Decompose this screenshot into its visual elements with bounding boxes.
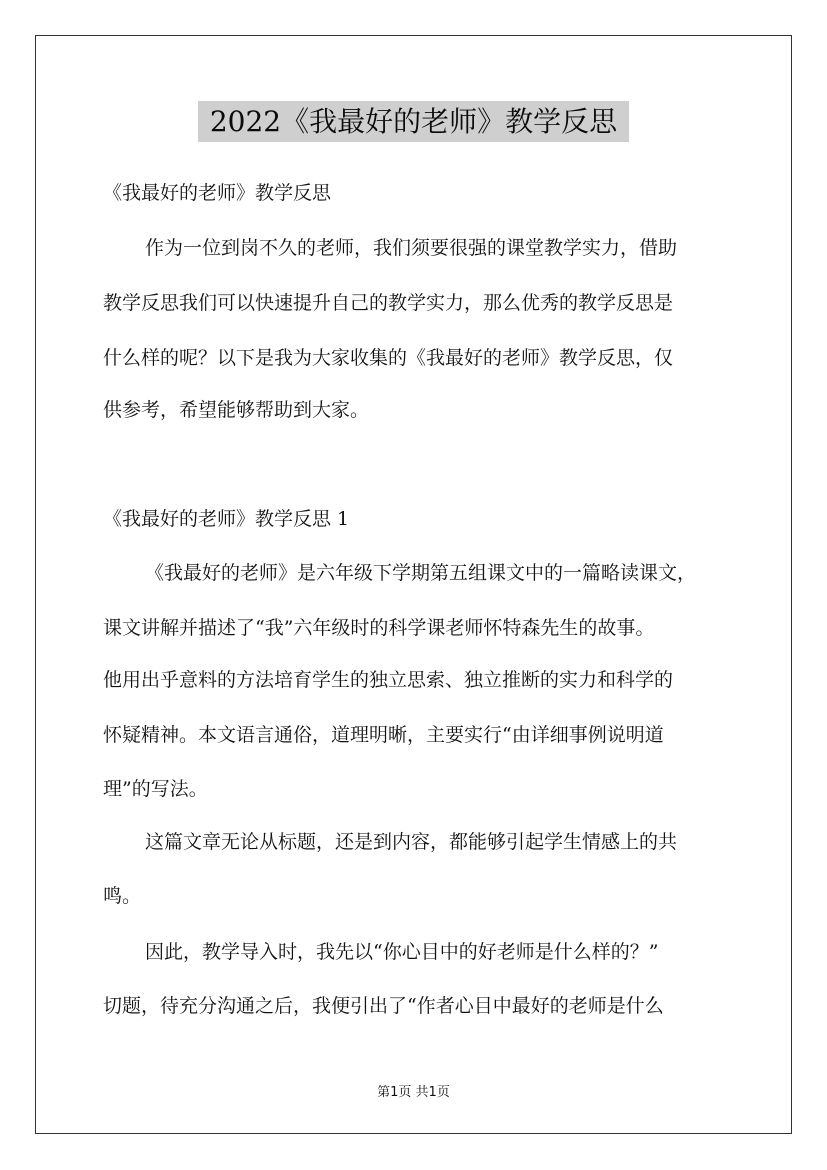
document-title: 2022《我最好的老师》教学反思 [198,101,629,142]
section-heading: 《我最好的老师》教学反思 1 [103,508,350,530]
page-footer: 第1页 共1页 [377,1085,450,1100]
paragraph-line: 理”的写法。 [103,778,208,800]
paragraph-line: 他用出乎意料的方法培育学生的独立思索、独立推断的实力和科学的 [103,669,674,691]
paragraph-line: 切题，待充分沟通之后，我便引出了“作者心目中最好的老师是什么 [103,995,664,1017]
paragraph-line: 教学反思我们可以快速提升自己的教学实力，那么优秀的教学反思是 [103,292,674,314]
paragraph-line: 因此，教学导入时，我先以“你心目中的好老师是什么样的？” [145,941,659,963]
paragraph-line: 这篇文章无论从标题，还是到内容，都能够引起学生情感上的共 [145,831,678,853]
paragraph-line: 《我最好的老师》是六年级下学期第五组课文中的一篇略读课文， [145,562,697,584]
subtitle-line: 《我最好的老师》教学反思 [103,182,332,204]
paragraph-line: 鸣。 [103,885,142,907]
paragraph-line: 供参考，希望能够帮助到大家。 [103,399,370,421]
paragraph-line: 什么样的呢？以下是我为大家收集的《我最好的老师》教学反思，仅 [103,347,674,369]
paragraph-line: 作为一位到岗不久的老师，我们须要很强的课堂教学实力，借助 [145,237,678,259]
paragraph-line: 怀疑精神。本文语言通俗，道理明晰，主要实行“由详细事例说明道 [103,724,664,746]
paragraph-line: 课文讲解并描述了“我”六年级时的科学课老师怀特森先生的故事。 [103,617,655,639]
